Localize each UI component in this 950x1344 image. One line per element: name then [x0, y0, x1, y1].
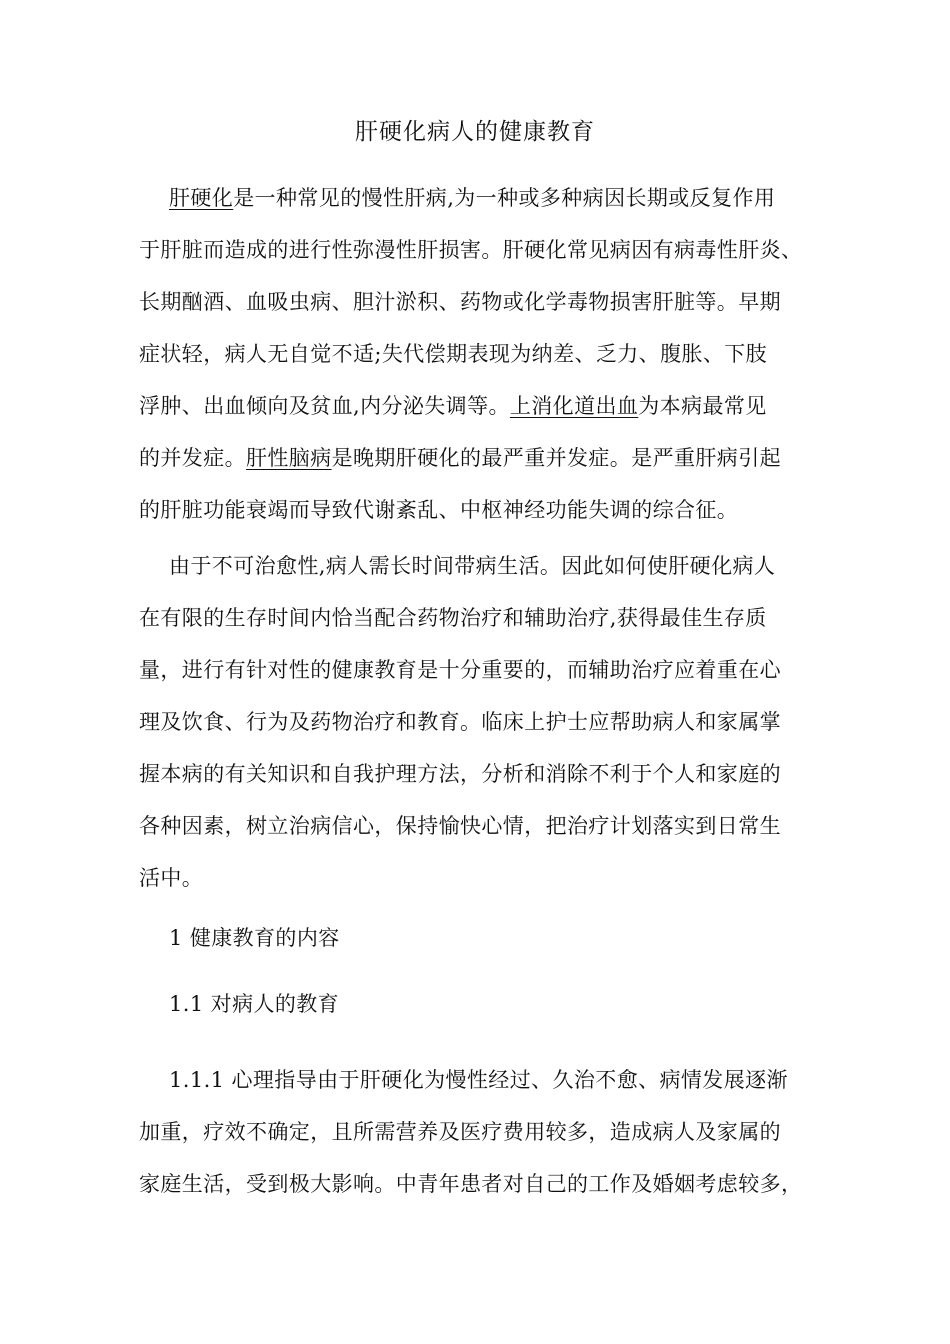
- text-span: 的并发症。: [139, 446, 246, 470]
- paragraph-line: 各种因素，树立治病信心，保持愉快心情，把治疗计划落实到日常生: [139, 814, 781, 838]
- paragraph-line: 握本病的有关知识和自我护理方法，分析和消除不利于个人和家庭的: [139, 762, 781, 786]
- subsection-heading: 1.1 对病人的教育: [169, 992, 340, 1016]
- paragraph-line: 量，进行有针对性的健康教育是十分重要的，而辅助治疗应着重在心: [139, 658, 781, 682]
- paragraph-line: 家庭生活，受到极大影响。中青年患者对自己的工作及婚姻考虑较多，: [139, 1172, 803, 1196]
- document-title: 肝硬化病人的健康教育: [355, 119, 595, 145]
- paragraph-line: 活中。: [139, 866, 204, 890]
- text-span: 浮肿、出血倾向及贫血,内分泌失调等。: [139, 394, 510, 418]
- paragraph-line: 1.1.1 心理指导由于肝硬化为慢性经过、久治不愈、病情发展逐渐: [169, 1068, 788, 1092]
- paragraph-line: 的肝脏功能衰竭而导致代谢紊乱、中枢神经功能失调的综合征。: [139, 498, 739, 522]
- link-upper-gi-bleeding[interactable]: 上消化道出血: [509, 394, 639, 418]
- paragraph-line: 由于不可治愈性,病人需长时间带病生活。因此如何使肝硬化病人: [169, 554, 776, 578]
- paragraph-psych-guidance: [139, 1054, 829, 1210]
- paragraph-line: 长期酗酒、血吸虫病、胆汁淤积、药物或化学毒物损害肝脏等。早期: [139, 290, 781, 314]
- paragraph-line: 症状轻，病人无自觉不适;失代偿期表现为纳差、乏力、腹胀、下肢: [139, 342, 768, 366]
- link-cirrhosis[interactable]: 肝硬化: [169, 186, 234, 210]
- text-span: 是晚期肝硬化的最严重并发症。是严重肝病引起: [331, 446, 782, 470]
- text-span: 为本病最常见: [638, 394, 767, 418]
- paragraph-intro: [139, 172, 829, 536]
- section-heading: 1 健康教育的内容: [169, 926, 340, 950]
- paragraph-line: [139, 172, 829, 224]
- link-hepatic-encephalopathy[interactable]: 肝性脑病: [246, 446, 332, 470]
- paragraph-line: 加重，疗效不确定，且所需营养及医疗费用较多，造成病人及家属的: [139, 1120, 781, 1144]
- paragraph-line: [139, 432, 829, 484]
- paragraph-line: 在有限的生存时间内恰当配合药物治疗和辅助治疗,获得最佳生存质: [139, 606, 767, 630]
- paragraph-line: [139, 380, 829, 432]
- paragraph-line: 理及饮食、行为及药物治疗和教育。临床上护士应帮助病人和家属掌: [139, 710, 781, 734]
- paragraph-line: 于肝脏而造成的进行性弥漫性肝损害。肝硬化常见病因有病毒性肝炎、: [139, 238, 803, 262]
- paragraph-importance: [139, 540, 829, 904]
- text-span: 是一种常见的慢性肝病,为一种或多种病因长期或反复作用: [233, 186, 776, 210]
